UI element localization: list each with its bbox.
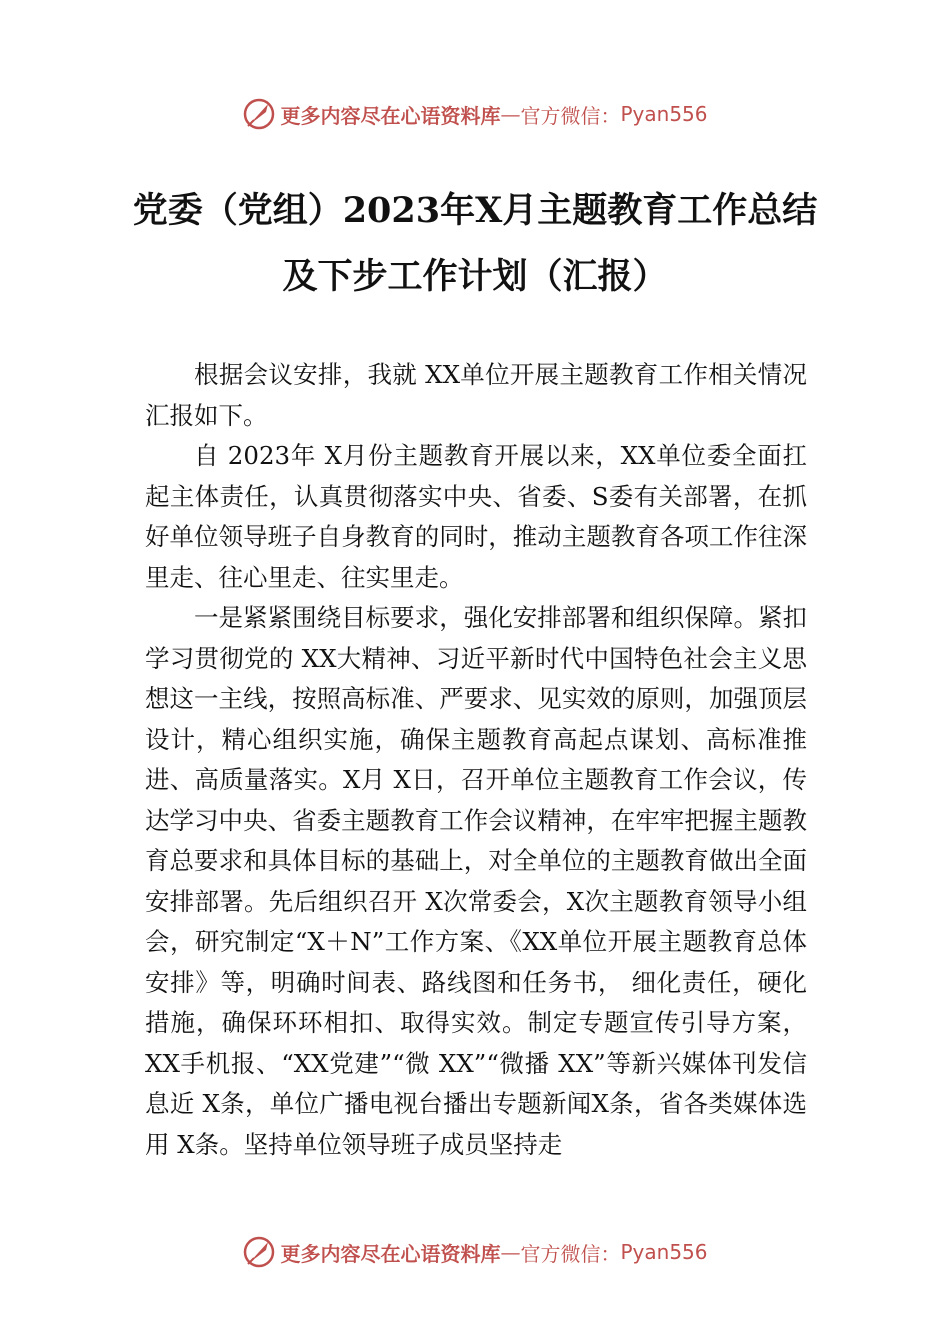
- banner-separator: —: [500, 1240, 521, 1264]
- document-title: 党委（党组）2023年X月主题教育工作总结及下步工作计划（汇报）: [132, 190, 818, 297]
- quill-logo-icon: [242, 97, 276, 131]
- banner-separator: —: [500, 102, 521, 126]
- footer-watermark-banner: [0, 1232, 950, 1272]
- paragraph-point-one: 一是紧紧围绕目标要求，强化安排部署和组织保障。紧扣学习贯彻党的 XX大精神、习近平新时代中国特色社会主义思想这一主线，按照高标准、严要求、见实效的原则，加强顶层设计，精心组织实施，确保主题教育高起点谋划、高标准推进、高质量落实。X月 X日，召开单位主题教育工作会议，传达学习中央、省委主题教育工作会议精神，在牢牢把握主题教育总要求和具体目标的基础上，对全单位的主题教育做出全面安排部署。先后组织召开 X次常委会，X次主题教育领导小组会，研究制定“X＋N”工作方案、《XX单位开展主题教育总体安排》等，明确时间表、路线图和任务书， 细化责任，硬化措施，确保环环相扣、取得实效。制定专题宣传引导方案，XX手机报、“XX党建”“微 XX”“微播 XX”等新兴媒体刊发信息近 X条，单位广播电视台播出专题新闻X条，省各类媒体选用 X条。坚持单位领导班子成员坚持走: [145, 603, 807, 1159]
- banner-wechat-label: 官方微信：: [520, 103, 621, 128]
- header-watermark-banner: [0, 94, 950, 134]
- paragraph-overview: 自 2023年 X月份主题教育开展以来，XX单位委全面扛起主体责任，认真贯彻落实中央、省委、S委有关部署，在抓好单位领导班子自身教育的同时，推动主题教育各项工作往深里走、往心里走、往实里走。: [145, 441, 807, 592]
- banner-brand-text: 更多内容尽在心语资料库: [280, 103, 501, 128]
- banner-wechat-id: Pyan556: [620, 102, 708, 126]
- banner-brand-text: 更多内容尽在心语资料库: [280, 1241, 501, 1266]
- banner-wechat-id: Pyan556: [620, 1240, 708, 1264]
- paragraph-intro: 根据会议安排，我就 XX单位开展主题教育工作相关情况汇报如下。: [145, 360, 807, 430]
- document-body: [145, 355, 807, 1165]
- banner-wechat-label: 官方微信：: [520, 1241, 621, 1266]
- quill-logo-icon: [242, 1235, 276, 1269]
